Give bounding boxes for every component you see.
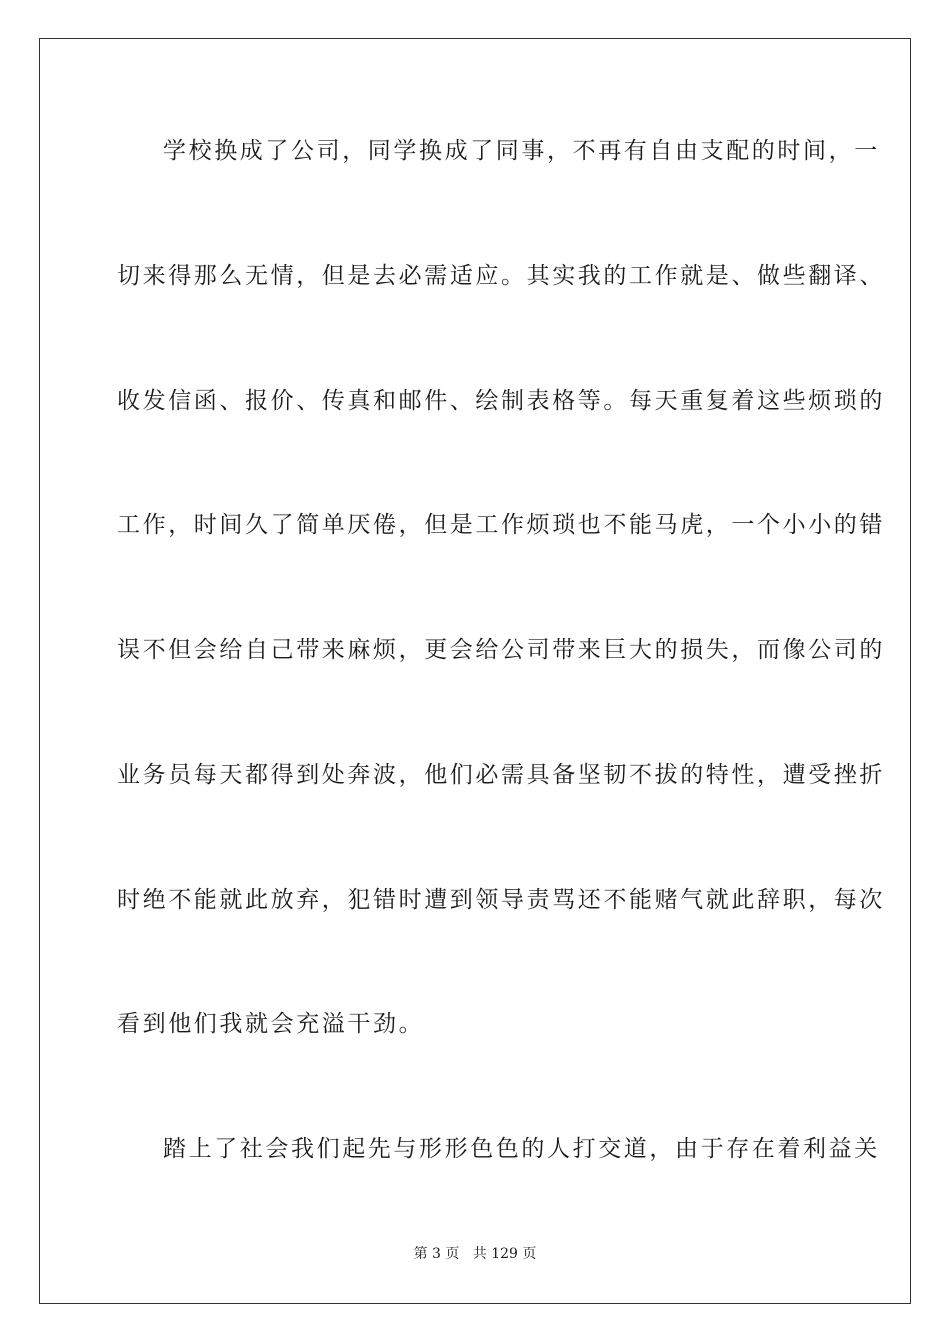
paragraph-line: 收发信函、报价、传真和邮件、绘制表格等。每天重复着这些烦琐的 [117,388,885,414]
paragraph-line: 工作，时间久了简单厌倦，但是工作烦琐也不能马虎，一个小小的错 [117,512,885,538]
paragraph-line: 看到他们我就会充溢干劲。 [117,1011,425,1037]
paragraph-line: 学校换成了公司，同学换成了同事，不再有自由支配的时间，一 [163,138,880,164]
page-number: 第 3 页 [413,1246,460,1262]
paragraph-line: 时绝不能就此放弃，犯错时遭到领导责骂还不能赌气就此辞职，每次 [117,887,885,913]
page-border [39,38,911,1304]
paragraph-line: 误不但会给自己带来麻烦，更会给公司带来巨大的损失，而像公司的 [117,637,885,663]
total-pages: 共 129 页 [472,1246,537,1262]
page-footer [0,1244,950,1264]
paragraph-line: 切来得那么无情，但是去必需适应。其实我的工作就是、做些翻译、 [117,263,885,289]
paragraph-line: 业务员每天都得到处奔波，他们必需具备坚韧不拔的特性，遭受挫折 [117,762,885,788]
paragraph-line: 踏上了社会我们起先与形形色色的人打交道，由于存在着利益关 [163,1136,880,1162]
